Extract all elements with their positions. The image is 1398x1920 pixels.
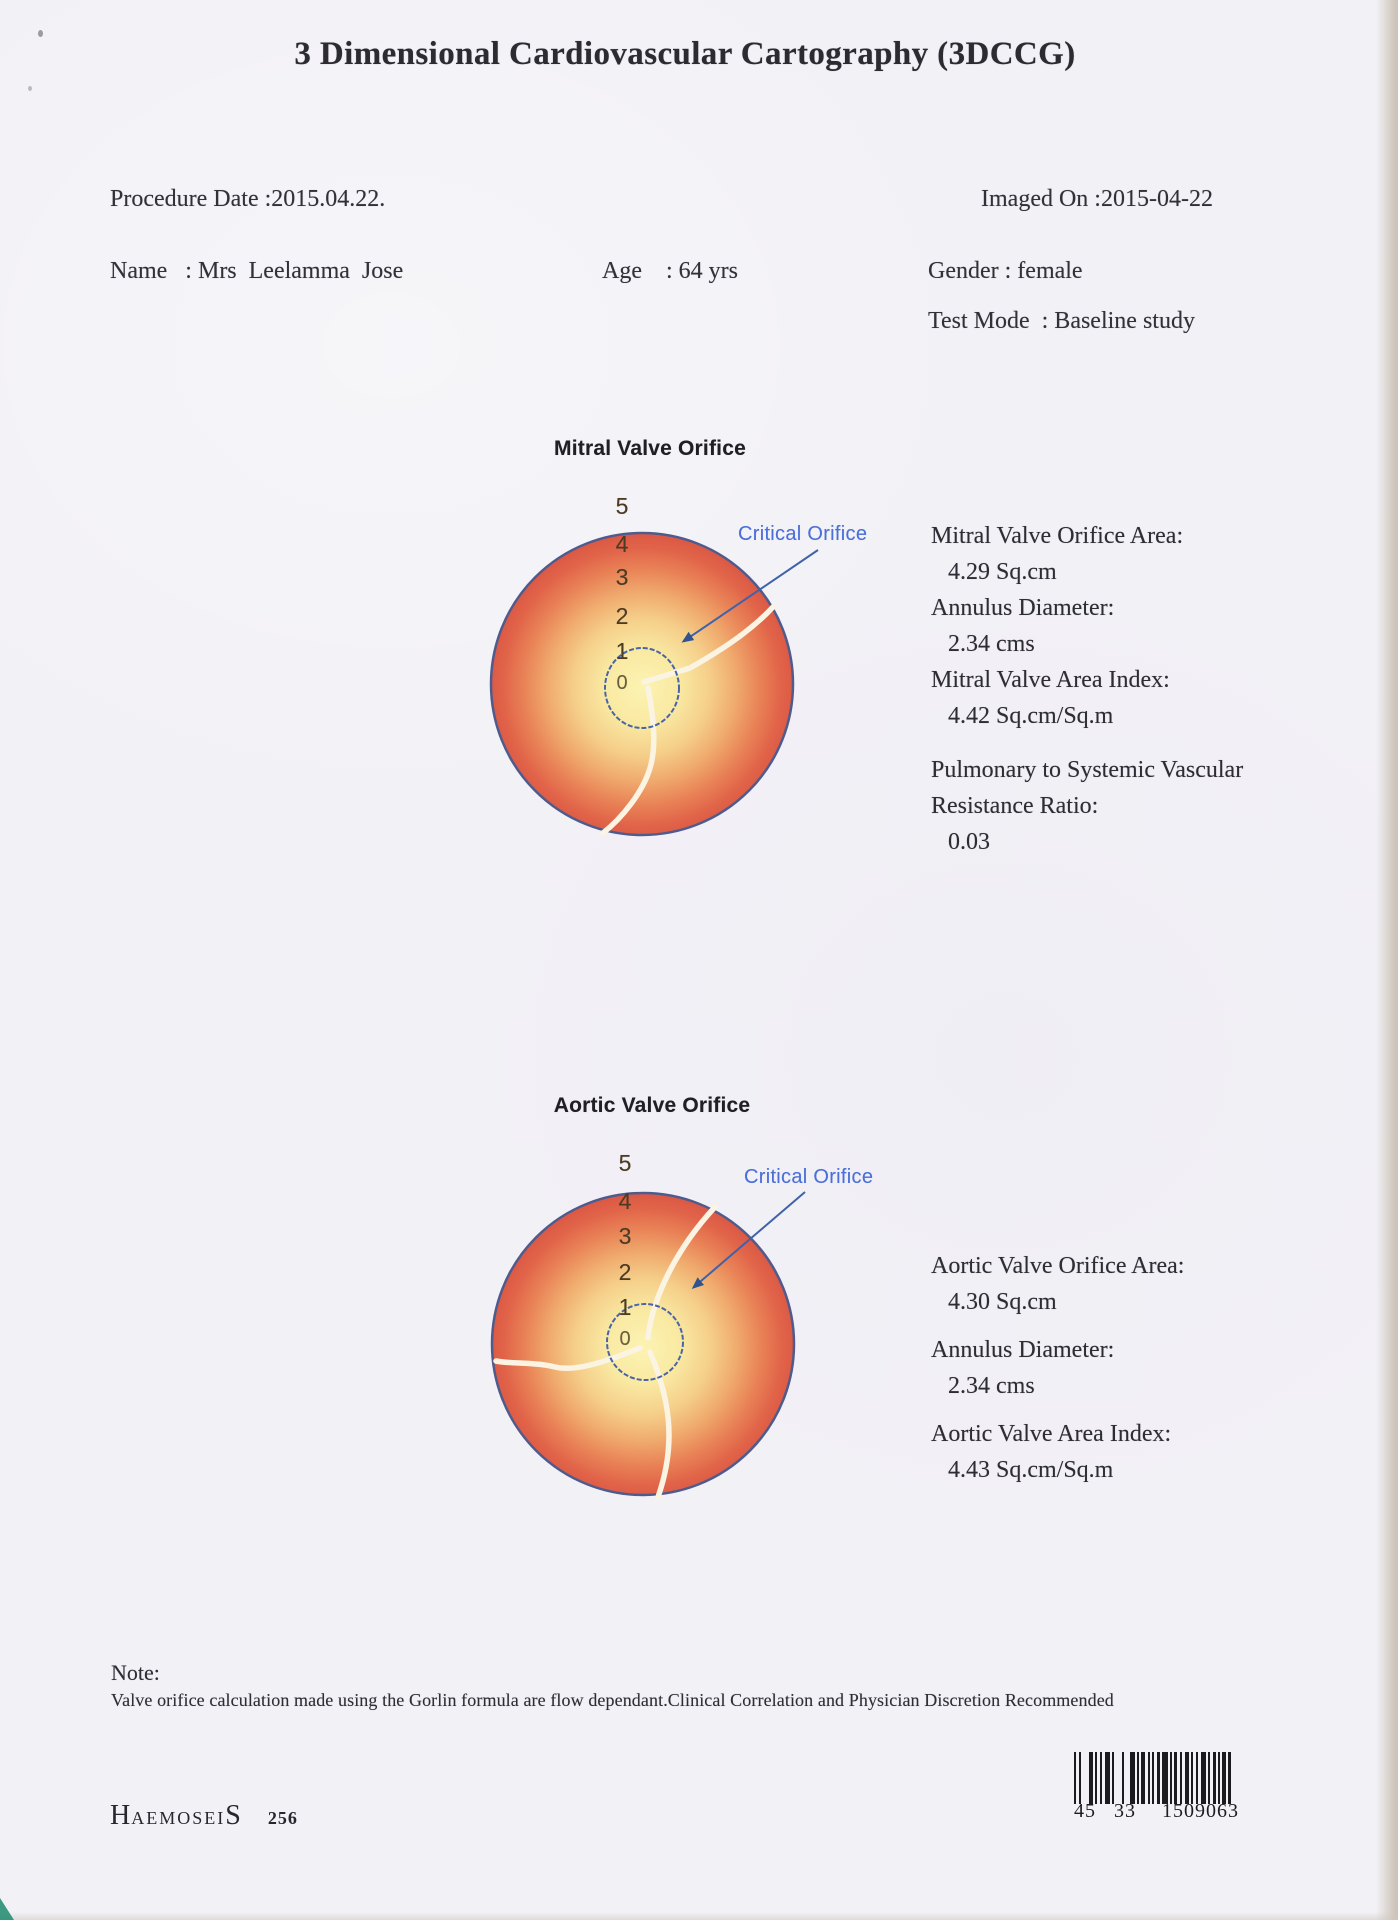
patient-age: Age : 64 yrs <box>602 258 738 284</box>
measurement <box>931 518 1283 590</box>
radial-tick: 2 <box>618 1259 632 1285</box>
brand-mid: AEMOSEI <box>131 1808 226 1828</box>
measurement-label: Aortic Valve Orifice Area: <box>931 1253 1185 1279</box>
critical-orifice-label: Critical Orifice <box>744 1166 874 1188</box>
measurement <box>931 662 1283 734</box>
brand-number: 256 <box>267 1808 298 1828</box>
radial-tick: 4 <box>618 1188 632 1214</box>
heat-map-circle <box>492 1193 794 1495</box>
note-heading: Note: <box>111 1660 160 1685</box>
radial-tick: 5 <box>615 493 629 519</box>
measurement-value: 0.03 <box>948 829 990 855</box>
barcode <box>1072 1752 1239 1822</box>
measurement-value: 2.34 cms <box>948 1373 1035 1399</box>
measurement <box>931 590 1283 662</box>
measurement-label: Pulmonary to Systemic Vascular Resistance Ratio: <box>931 757 1244 819</box>
measurement <box>931 1248 1283 1320</box>
test-mode: Test Mode : Baseline study <box>928 308 1195 334</box>
scan-bottom-shadow <box>0 1912 1398 1920</box>
patient-gender: Gender : female <box>928 258 1083 284</box>
aortic-measurements <box>931 1248 1283 1500</box>
barcode-digits: 45 <box>1074 1800 1096 1822</box>
brand-initial: H <box>110 1800 132 1831</box>
barcode-digits: 33 <box>1114 1800 1136 1822</box>
measurement-value: 4.29 Sq.cm <box>948 559 1057 585</box>
measurement-value: 2.34 cms <box>948 631 1035 657</box>
mitral-chart-title: Mitral Valve Orifice <box>554 437 746 460</box>
critical-orifice-label: Critical Orifice <box>738 523 868 545</box>
measurement-label: Aortic Valve Area Index: <box>931 1421 1172 1447</box>
barcode-bars <box>1072 1752 1232 1804</box>
measurement-value: 4.43 Sq.cm/Sq.m <box>948 1457 1114 1483</box>
measurement-value: 4.30 Sq.cm <box>948 1289 1057 1315</box>
measurement <box>931 752 1283 860</box>
scan-edge-shadow <box>1376 0 1398 1920</box>
measurement-label: Mitral Valve Orifice Area: <box>931 523 1184 549</box>
imaged-on: Imaged On :2015-04-22 <box>981 186 1213 212</box>
measurement <box>931 1416 1283 1488</box>
radial-tick: 3 <box>615 564 629 590</box>
radial-tick: 1 <box>615 638 629 664</box>
scan-speck <box>28 86 32 91</box>
report-title: 3 Dimensional Cardiovascular Cartography (3DCCG) <box>294 36 1076 72</box>
procedure-date: Procedure Date :2015.04.22. <box>110 186 386 212</box>
measurement-label: Annulus Diameter: <box>931 1337 1115 1363</box>
barcode-digits: 1509063 <box>1162 1800 1239 1822</box>
radial-tick-zero: 0 <box>616 672 628 694</box>
patient-name: Name : Mrs Leelamma Jose <box>110 258 404 284</box>
aortic-chart-title: Aortic Valve Orifice <box>553 1094 751 1117</box>
radial-tick-zero: 0 <box>619 1328 631 1350</box>
radial-tick: 5 <box>618 1150 632 1176</box>
scan-speck <box>38 30 43 37</box>
note-body: Valve orifice calculation made using the Gorlin formula are flow dependant.Clinical Correlation and Physician Discretion Recommended <box>111 1690 1114 1710</box>
mitral-measurements <box>931 518 1283 860</box>
radial-tick: 3 <box>618 1223 632 1249</box>
brand-logo <box>110 1800 298 1832</box>
radial-tick: 1 <box>618 1294 632 1320</box>
radial-tick: 4 <box>615 531 629 557</box>
measurement-label: Mitral Valve Area Index: <box>931 667 1170 693</box>
measurement-value: 4.42 Sq.cm/Sq.m <box>948 703 1114 729</box>
measurement <box>931 1332 1283 1404</box>
brand-final: S <box>225 1800 242 1831</box>
radial-tick: 2 <box>615 603 629 629</box>
measurement-label: Annulus Diameter: <box>931 595 1115 621</box>
